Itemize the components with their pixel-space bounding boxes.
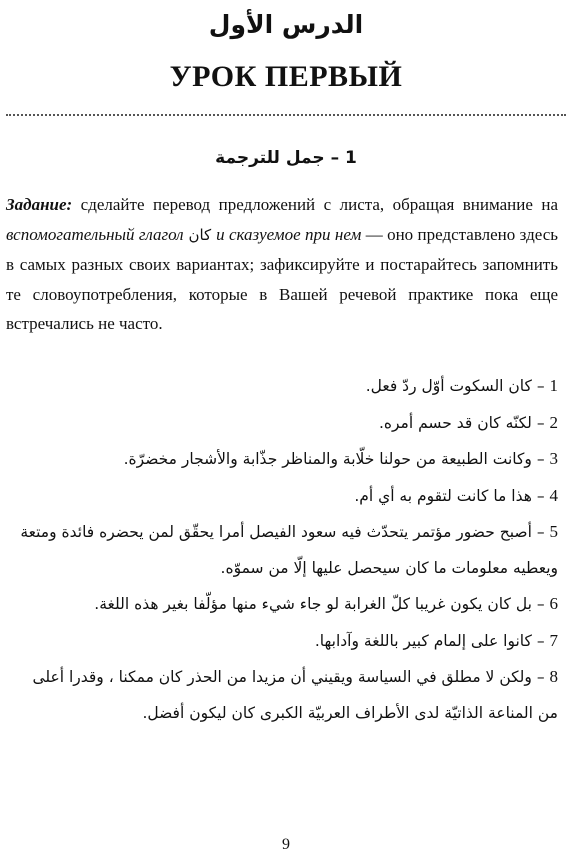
sentence-text: وكانت الطبيعة من حولنا خلّابة والمناظر جذّابة والأشجار مخضرّة. — [123, 450, 532, 468]
sentence-text: كانوا على إلمام كبير باللغة وآدابها. — [314, 631, 532, 650]
sentence-dash: – — [531, 450, 550, 468]
sentence-number: 4 — [549, 485, 558, 505]
task-label: Задание: — [6, 195, 73, 214]
task-italic-2: и сказуемое при нем — [216, 224, 362, 244]
task-text-2: — оно представлено здесь в самых разных своих вариантах; зафиксируйте и постарайтесь запомнить те словоупотребления, которые в Вашей речевой практике пока еще встречались не часто. — [6, 224, 558, 333]
sentence-number: 1 — [549, 376, 558, 395]
sentence-text: بل كان يكون غريبا كلّ الغرابة لو جاء شيء منها مؤلّفا بغير هذه اللغة. — [94, 595, 532, 613]
sentence-text: لكنّه كان قد حسم أمره. — [378, 413, 532, 432]
sentence-dash: – — [531, 595, 550, 613]
sentence-number: 6 — [549, 594, 558, 613]
sentence-dash: – — [531, 486, 550, 505]
page-number: 9 — [282, 836, 290, 853]
dotted-divider — [6, 114, 566, 116]
sentence-item — [10, 441, 558, 478]
sentence-number: 7 — [549, 630, 558, 650]
sentence-number: 8 — [549, 667, 558, 686]
sentence-text: كان السكوت أوّل ردّ فعل. — [365, 377, 532, 395]
task-italic-1: вспомогательный глагол — [6, 224, 184, 244]
sentence-item — [10, 586, 558, 623]
sentence-item — [10, 659, 558, 731]
sentence-item — [10, 623, 558, 660]
sentence-list — [10, 368, 558, 731]
sentence-dash: – — [531, 523, 550, 541]
sentence-number: 3 — [549, 449, 558, 468]
section-heading: 1 – جمل للترجمة — [215, 148, 357, 168]
sentence-item — [10, 368, 558, 405]
task-paragraph — [6, 190, 558, 339]
sentence-dash: – — [531, 377, 550, 395]
task-arabic-word: كان — [183, 225, 217, 244]
sentence-item — [10, 478, 558, 515]
sentence-dash: – — [531, 631, 550, 650]
sentence-item — [10, 405, 558, 442]
sentence-item — [10, 514, 558, 586]
sentence-text: ولكن لا مطلق في السياسة ويقيني أن مزيدا من الحذر كان ممكنا ، وقدرا أعلى من المناعة الذاتيّة لدى الأطراف العربيّة الكبرى كان ليكون أفضل. — [32, 668, 558, 722]
sentence-dash: – — [531, 668, 550, 686]
sentence-dash: – — [531, 413, 550, 432]
sentence-text: أصبح حضور مؤتمر يتحدّث فيه سعود الفيصل أمرا يحقّق لمن يحضره فائدة ومتعة ويعطيه معلومات ما كان سيحصل عليها إلّا من سموّه. — [20, 523, 558, 577]
sentence-text: هذا ما كانت لتقوم به أي أم. — [354, 486, 532, 505]
lesson-title-russian: УРОК ПЕРВЫЙ — [169, 60, 403, 93]
lesson-title-arabic: الدرس الأول — [208, 10, 364, 39]
sentence-number: 2 — [549, 412, 558, 432]
task-text-1: сделайте перевод предложений с листа, обращая внимание на — [72, 195, 558, 214]
sentence-number: 5 — [549, 522, 558, 541]
